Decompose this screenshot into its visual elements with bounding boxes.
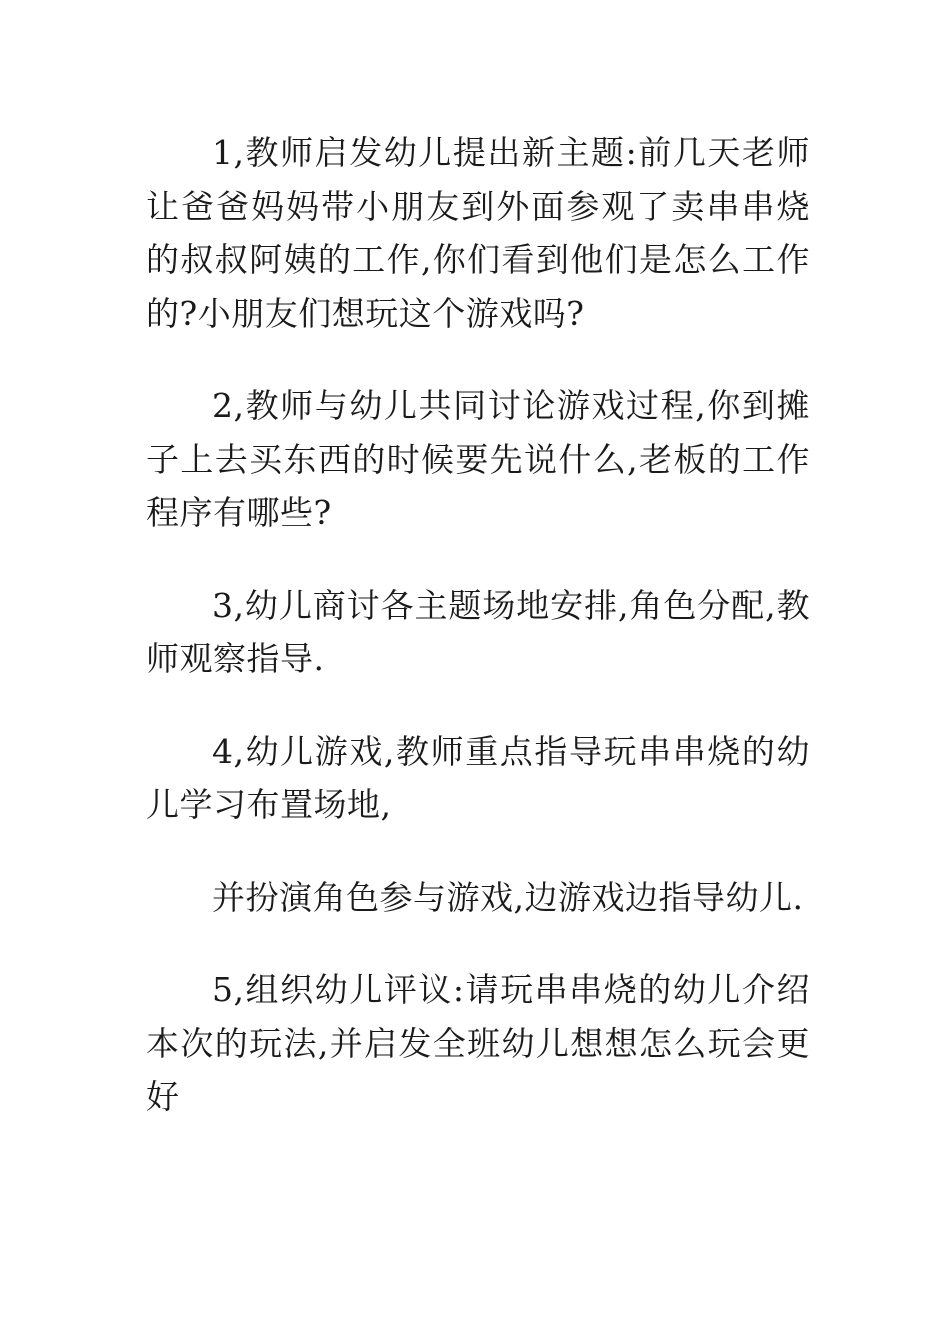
paragraph-step-2: 2,教师与幼儿共同讨论游戏过程,你到摊子上去买东西的时候要先说什么,老板的工作程序有哪些? (146, 386, 810, 532)
paragraph-step-1: 1,教师启发幼儿提出新主题:前几天老师让爸爸妈妈带小朋友到外面参观了卖串串烧的叔叔阿姨的工作,你们看到他们是怎么工作的?小朋友们想玩这个游戏吗? (146, 133, 810, 333)
paragraph-step-4: 4,幼儿游戏,教师重点指导玩串串烧的幼儿学习布置场地, (146, 731, 810, 824)
paragraph-step-4-continued: 并扮演角色参与游戏,边游戏边指导幼儿. (212, 877, 804, 917)
paragraph-step-3: 3,幼儿商讨各主题场地安排,角色分配,教师观察指导. (146, 585, 810, 678)
paragraph-step-5: 5,组织幼儿评议:请玩串串烧的幼儿介绍本次的玩法,并启发全班幼儿想想怎么玩会更好 (146, 970, 810, 1116)
document-body (146, 126, 810, 1163)
